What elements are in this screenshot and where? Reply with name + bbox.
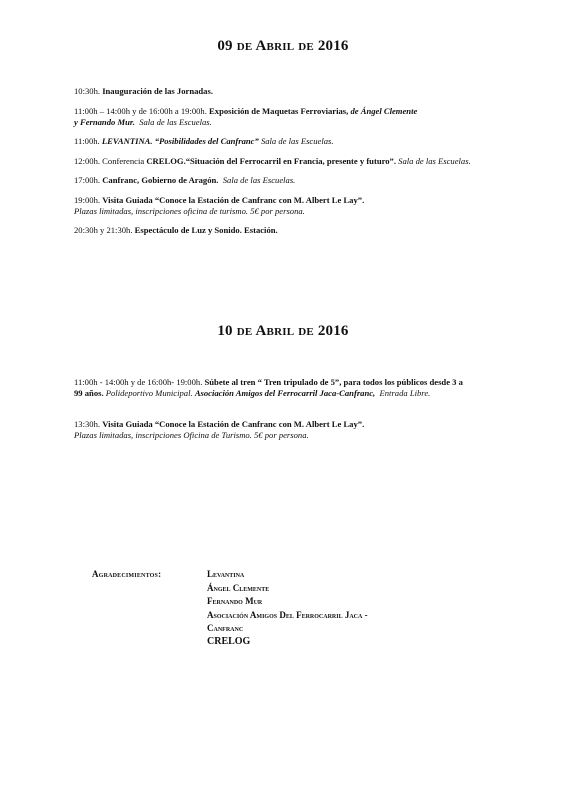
ack-item: Levantina <box>207 569 245 579</box>
ack-item: Fernando Mur <box>207 596 263 606</box>
day2-title-rest: de Abril de 2016 <box>236 323 349 339</box>
event-item: 11:00h. LEVANTINA. “Posibilidades del Canfranc” Sala de las Escuelas. <box>74 136 334 146</box>
acknowledgements-list <box>207 568 368 649</box>
event-item: 17:00h. Canfranc, Gobierno de Aragón. Sala de las Escuelas. <box>74 175 296 185</box>
day1-title-rest: de Abril de 2016 <box>236 38 349 54</box>
ack-item: Canfranc <box>207 623 244 633</box>
acknowledgements-label: Agradecimientos: <box>92 569 162 579</box>
ack-item: Ángel Clemente <box>207 582 270 593</box>
event-item: 20:30h y 21:30h. Espectáculo de Luz y Sonido. Estación. <box>74 225 278 235</box>
day1-events <box>74 86 494 245</box>
day1-title <box>0 38 566 55</box>
acknowledgements <box>92 568 472 649</box>
day2-title-day: 10 <box>217 323 233 339</box>
day2-events <box>74 377 470 450</box>
event-item: 13:30h. Visita Guiada “Conoce la Estación de Canfranc con M. Albert Le Lay”. Plazas limitadas, inscripciones Oficina de Turismo. 5€ por persona. <box>74 419 365 440</box>
day1-title-day: 09 <box>217 38 233 54</box>
event-item: 11:00h – 14:00h y de 16:00h a 19:00h. Exposición de Maquetas Ferroviarias, de Ángel Clemente y Fernando Mur. Sala de las Escuelas. <box>74 105 418 127</box>
event-item: 11:00h - 14:00h y de 16:00h- 19:00h. Súbete al tren “ Tren tripulado de 5”, para todos los públicos desde 3 a 99 años. Polideportivo Municipal. Asociación Amigos del Ferrocarril Jaca-Canfranc, Entrada Libre. <box>74 377 463 398</box>
day2-title <box>0 323 566 340</box>
ack-item: Asociación Amigos Del Ferrocarril Jaca - <box>207 609 368 620</box>
event-item: 10:30h. Inauguración de las Jornadas. <box>74 86 213 96</box>
event-item: 12:00h. Conferencia CRELOG.“Situación del Ferrocarril en Francia, presente y futuro”. Sala de las Escuelas. <box>74 155 471 166</box>
ack-item: CRELOG <box>207 635 251 647</box>
event-item: 19:00h. Visita Guiada “Conoce la Estación de Canfranc con M. Albert Le Lay”. Plazas limitadas, inscripciones oficina de turismo. 5€ por persona. <box>74 194 365 216</box>
